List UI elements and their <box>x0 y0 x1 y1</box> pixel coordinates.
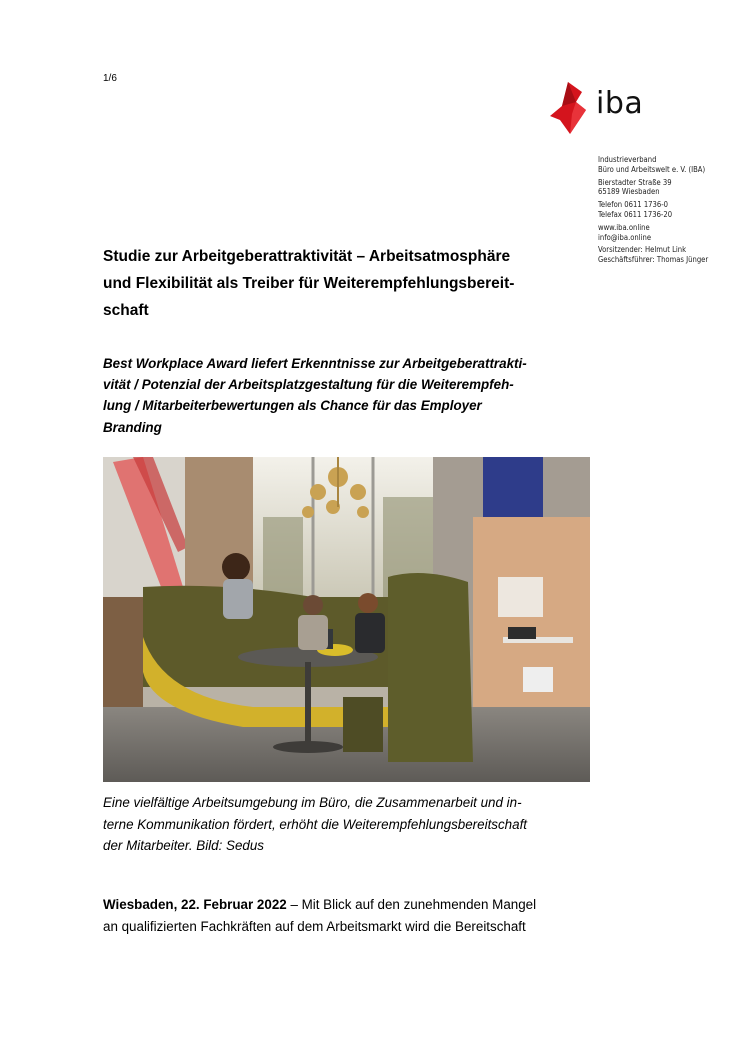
website-link[interactable]: www.iba.online <box>598 222 650 232</box>
fax: Telefax 0611 1736-20 <box>598 209 673 219</box>
phone: Telefon 0611 1736-0 <box>598 200 669 210</box>
org-name-full: Büro und Arbeitswelt e. V. (IBA) <box>598 164 706 174</box>
page-number: 1/6 <box>103 73 117 84</box>
body-text-rest: – Mit Blick auf den zunehmenden Mangel <box>286 897 537 912</box>
dateline: Wiesbaden, 22. Februar 2022 <box>103 897 287 912</box>
title-line: und Flexibilität als Treiber für Weiterempfehlungsbereit- <box>103 275 515 292</box>
email-link[interactable]: info@iba.online <box>598 232 652 242</box>
subtitle-line: Best Workplace Award liefert Erkenntnisse zur Arbeitgeberattrakti- <box>103 356 527 371</box>
body-text-line: an qualifizierten Fachkräften auf dem Arbeitsmarkt wird die Bereitschaft <box>103 918 526 934</box>
title-line: Studie zur Arbeitgeberattraktivität – Arbeitsatmosphäre <box>103 248 511 265</box>
city: 65189 Wiesbaden <box>598 187 660 197</box>
chairman: Vorsitzender: Helmut Link <box>598 245 687 255</box>
body-paragraph <box>103 894 593 937</box>
managing-director: Geschäftsführer: Thomas Jünger <box>598 255 709 265</box>
caption-line: terne Kommunikation fördert, erhöht die Weiterempfehlungsbereitschaft <box>103 816 528 832</box>
logo-text: iba <box>596 86 644 121</box>
caption-line: Eine vielfältige Arbeitsumgebung im Büro, die Zusammenarbeit und in- <box>103 795 522 810</box>
subtitle-line: vität / Potenzial der Arbeitsplatzgestaltung für die Weiterempfeh- <box>103 377 514 393</box>
caption-line: der Mitarbeiter. Bild: Sedus <box>103 838 265 854</box>
title-line: schaft <box>103 302 149 319</box>
letterhead <box>598 155 708 268</box>
document-subtitle <box>103 353 593 438</box>
subtitle-line: lung / Mitarbeiterbewertungen als Chance für das Employer <box>103 398 482 414</box>
document-title <box>103 243 583 324</box>
image-caption <box>103 792 593 857</box>
org-name: Industrieverband <box>598 155 657 164</box>
office-lounge-photo <box>103 457 590 782</box>
street: Bierstadter Straße 39 <box>598 177 672 187</box>
subtitle-line: Branding <box>103 419 162 435</box>
